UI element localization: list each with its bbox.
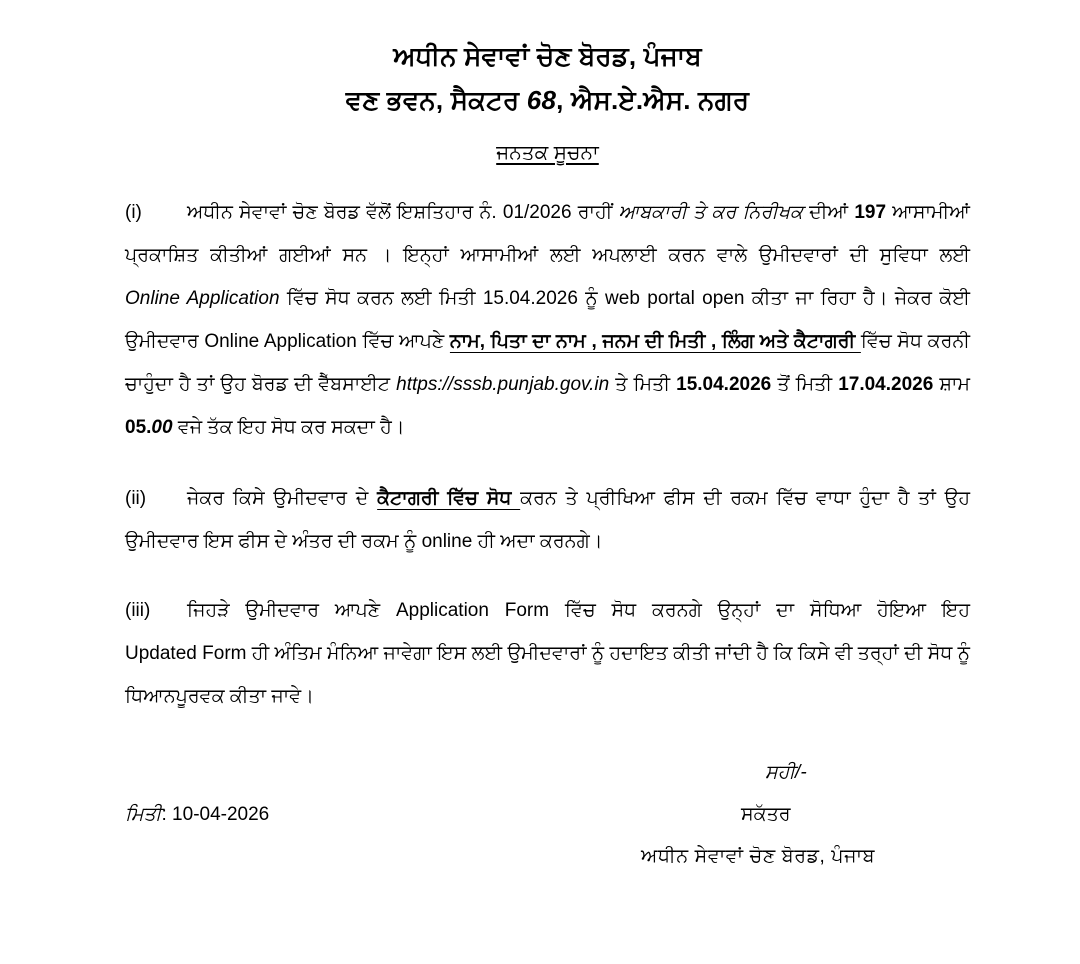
p3-seg3: ਵਿੱਚ ਸੋਧ ਕਰਨਗੇ ਉਨ੍ਹਾਂ ਦਾ ਸੋਧਿਆ ਹੋਇਆ ਇਹ (549, 600, 970, 621)
p1-seg9: ਵਿੱਚ ਸੋਧ ਕਰਨ ਲਈ ਮਿਤੀ (279, 288, 483, 309)
updated-form-term: Updated Form (125, 643, 247, 664)
paragraph-iii (125, 589, 970, 718)
date-value: : 10-04-2026 (161, 804, 270, 825)
application-form-term: Application Form (395, 600, 550, 621)
p1-seg11: ਨੂੰ (577, 288, 606, 309)
address-sector-number: 68 (526, 85, 557, 115)
notice-title: ਜਨਤਕ ਸੂਚਨਾ (496, 142, 599, 164)
organization-name: ਅਧੀਨ ਸੇਵਾਵਾਂ ਚੋਣ ਬੋਰਡ, ਪੰਜਾਬ (393, 41, 702, 71)
post-name: ਆਬਕਾਰੀ ਤੇ ਕਰ ਨਿਰੀਖਕ (618, 202, 803, 223)
p1-seg21: ਤੋਂ ਮਿਤੀ (771, 374, 839, 395)
signature-block (125, 762, 970, 922)
address-suffix: , ਐਸ.ਏ.ਐਸ. ਨਗਰ (556, 85, 750, 115)
online-application-term-1: Online Application (125, 288, 280, 309)
p1-seg13: ਕੀਤਾ ਜਾ ਰਿਹਾ ਹੈ। ਜੇਕਰ ਕੋਈ ਉਮੀਦਵਾਰ (125, 288, 970, 352)
p2-seg3: ਕਰਨ ਤੇ ਪ੍ਰੀਖਿਆ ਫੀਸ ਦੀ ਰਕਮ ਵਿੱਚ ਵਾਧਾ ਹੁੰਦਾ ਹੈ ਤਾਂ ਉਹ ਉਮੀਦਵਾਰ ਇਸ ਫੀਸ ਦੇ ਅੰਤਰ ਦੀ ਰਕਮ ਨੂੰ (125, 488, 970, 552)
board-website-url: https://sssb.punjab.gov.in (396, 374, 610, 395)
p3-seg5: ਹੀ ਅੰਤਿਮ ਮੰਨਿਆ ਜਾਵੇਗਾ ਇਸ ਲਈ ਉਮੀਦਵਾਰਾਂ ਨੂੰ ਹਦਾਇਤ ਕੀਤੀ ਜਾਂਦੀ ਹੈ ਕਿ ਕਿਸੇ ਵੀ ਤਰ੍ਹਾਂ ਦੀ ਸੋਧ ਨੂੰ ਧਿਆਨਪੂਰਵਕ ਕੀਤਾ ਜਾਵੇ। (125, 643, 970, 707)
p2-seg5: ਹੀ ਅਦਾ ਕਰਨਗੇ। (472, 531, 603, 552)
p2-seg1: ਜੇਕਰ ਕਿਸੇ ਉਮੀਦਵਾਰ ਦੇ (187, 488, 378, 509)
paragraph-ii-marker: (ii) (125, 488, 147, 509)
p1-seg3: ਰਾਹੀਂ (571, 202, 619, 223)
p1-seg19: ਤੇ ਮਿਤੀ (609, 374, 677, 395)
vacancy-count: 197 (854, 202, 887, 223)
paragraph-ii (125, 477, 970, 563)
online-application-term-2: Online Application (204, 331, 357, 352)
p3-seg1: ਜਿਹੜੇ ਉਮੀਦਵਾਰ ਆਪਣੇ (187, 600, 396, 621)
address-prefix: ਵਣ ਭਵਨ, ਸੈਕਟਰ (345, 85, 527, 115)
paragraph-i (125, 191, 970, 449)
p1-seg7: ਆਸਾਮੀਆਂ ਪ੍ਰਕਾਸ਼ਿਤ ਕੀਤੀਆਂ ਗਈਆਂ ਸਨ । ਇਨ੍ਹਾਂ ਆਸਾਮੀਆਂ ਲਈ ਅਪਲਾਈ ਕਰਨ ਵਾਲੇ ਉਮੀਦਵਾਰਾਂ ਦੀ ਸੁਵਿਧਾ ਲਈ (125, 202, 970, 266)
notice-title-container (125, 142, 970, 165)
signatory-designation: ਸਕੱਤਰ (741, 804, 791, 825)
organization-header (125, 34, 970, 122)
edit-window-end-time-hours: 05. (125, 417, 152, 438)
p1-seg26: ਵਜੇ ਤੱਕ ਇਹ ਸੋਧ ਕਰ ਸਕਦਾ ਹੈ। (172, 417, 405, 438)
organization-address (125, 78, 970, 122)
web-portal-open-term: web portal open (605, 288, 745, 309)
date-label: ਮਿਤੀ (125, 804, 162, 825)
p1-seg23: ਸ਼ਾਮ (933, 374, 970, 395)
p1-seg1: ਅਧੀਨ ਸੇਵਾਵਾਂ ਚੋਣ ਬੋਰਡ ਵੱਲੋਂ ਇਸ਼ਤਿਹਾਰ ਨੰ (187, 202, 492, 223)
category-edit-term: ਕੈਟਾਗਰੀ ਵਿੱਚ ਸੋਧ (377, 488, 521, 509)
paragraph-iii-marker: (iii) (125, 600, 151, 621)
p1-seg15: ਵਿੱਚ ਆਪਣੇ (356, 331, 450, 352)
edit-window-end-date: 17.04.2026 (838, 374, 934, 395)
p1-seg5: ਦੀਆਂ (802, 202, 855, 223)
advertisement-number: . 01/2026 (491, 202, 572, 223)
edit-window-start-date: 15.04.2026 (676, 374, 772, 395)
signed-marker: ਸਹੀ/- (765, 762, 807, 783)
edit-window-end-time-minutes: 00 (151, 417, 173, 438)
signatory-organization: ਅਧੀਨ ਸੇਵਾਵਾਂ ਚੋਣ ਬੋਰਡ, ਪੰਜਾਬ (641, 846, 876, 867)
document-date (125, 804, 269, 826)
editable-fields-list: ਨਾਮ, ਪਿਤਾ ਦਾ ਨਾਮ , ਜਨਮ ਦੀ ਮਿਤੀ , ਲਿੰਗ ਅਤੇ ਕੈਟਾਗਰੀ (449, 331, 861, 352)
paragraph-i-marker: (i) (125, 202, 142, 223)
p1-seg17: ਵਿੱਚ ਸੋਧ ਕਰਨੀ ਚਾਹੁੰਦਾ ਹੈ ਤਾਂ ਉਹ ਬੋਰਡ ਦੀ ਵੈੱਬਸਾਈਟ (125, 331, 970, 395)
online-payment-term: online (421, 531, 473, 552)
portal-open-date: 15.04.2026 (482, 288, 578, 309)
